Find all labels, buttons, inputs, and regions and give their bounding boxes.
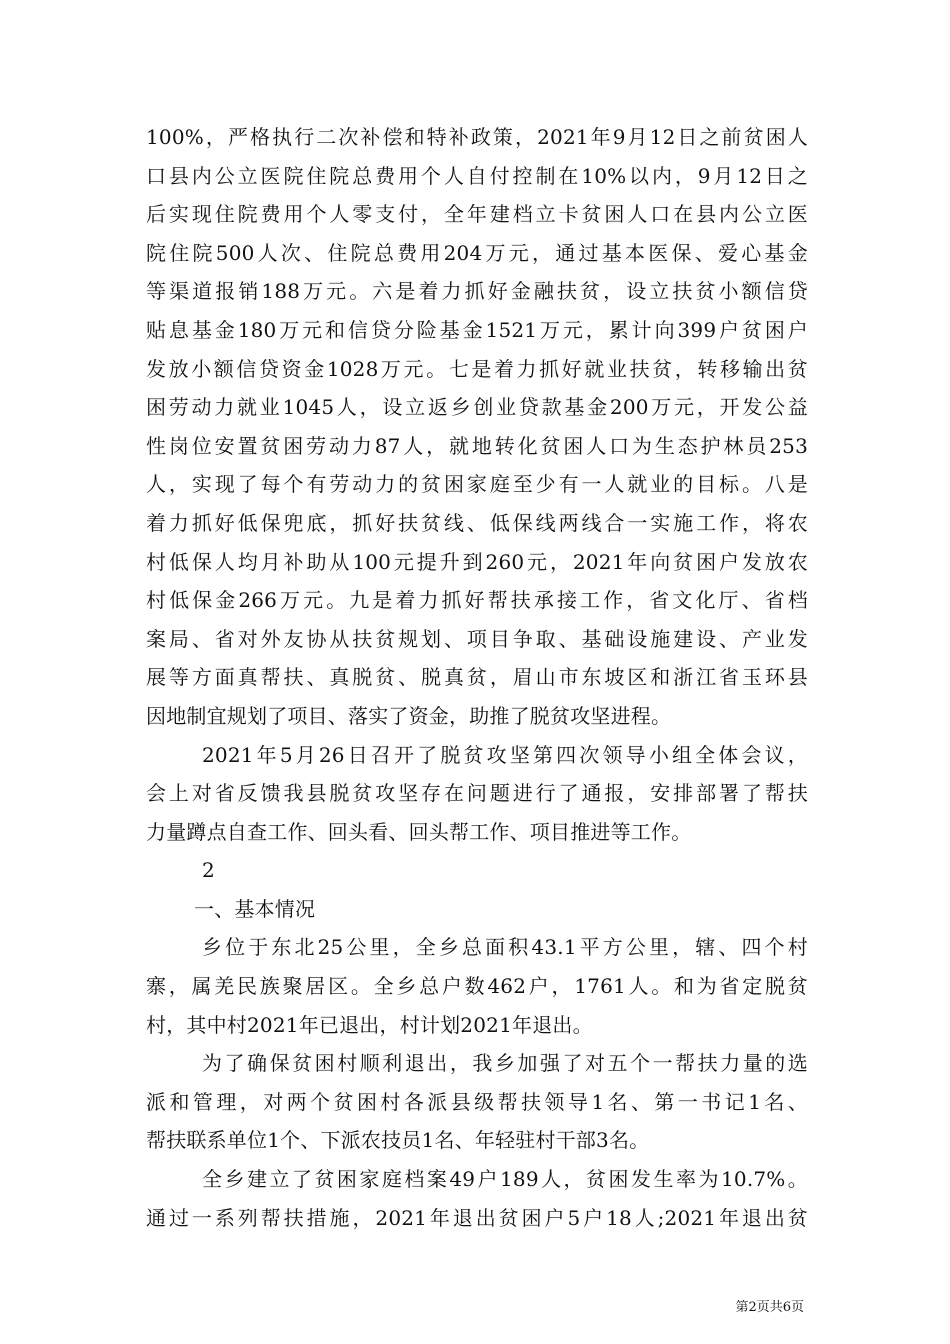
text-line: 为了确保贫困村顺利退出，我乡加强了对五个一帮扶力量的选	[202, 1051, 808, 1076]
text-line: 后实现住院费用个人零支付，全年建档立卡贫困人口在县内公立医	[146, 202, 808, 227]
text-line: 2021年5月26日召开了脱贫攻坚第四次领导小组全体会议，	[202, 742, 808, 767]
text-line: 力量蹲点自查工作、回头看、回头帮工作、项目推进等工作。	[146, 819, 692, 844]
text-line: 村低保人均月补助从100元提升到260元，2021年向贫困户发放农	[146, 549, 808, 574]
text-line: 贴息基金180万元和信贷分险基金1521万元，累计向399户贫困户	[146, 317, 808, 342]
document-body	[146, 118, 808, 1237]
text-line: 性岗位安置贫困劳动力87人，就地转化贫困人口为生态护林员253	[146, 433, 808, 458]
text-line: 展等方面真帮扶、真脱贫、脱真贫，眉山市东坡区和浙江省玉环县	[146, 665, 808, 690]
text-line: 帮扶联系单位1个、下派农技员1名、年轻驻村干部3名。	[146, 1128, 650, 1153]
text-line: 着力抓好低保兜底，抓好扶贫线、低保线两线合一实施工作，将农	[146, 510, 808, 535]
text-line: 人，实现了每个有劳动力的贫困家庭至少有一人就业的目标。八是	[146, 472, 808, 497]
text-line: 等渠道报销188万元。六是着力抓好金融扶贫，设立扶贫小额信贷	[146, 279, 808, 304]
text-line: 乡位于东北25公里，全乡总面积43.1平方公里，辖、四个村	[202, 935, 808, 960]
text-line: 会上对省反馈我县脱贫攻坚存在问题进行了通报，安排部署了帮扶	[146, 781, 808, 806]
text-line: 寨，属羌民族聚居区。全乡总户数462户，1761人。和为省定脱贫	[146, 974, 808, 999]
text-line: 院住院500人次、住院总费用204万元，通过基本医保、爱心基金	[146, 240, 808, 265]
text-line: 案局、省对外友协从扶贫规划、项目争取、基础设施建设、产业发	[146, 626, 808, 651]
text-line: 困劳动力就业1045人，设立返乡创业贷款基金200万元，开发公益	[146, 395, 808, 420]
text-line: 派和管理，对两个贫困村各派县级帮扶领导1名、第一书记1名、	[146, 1089, 808, 1114]
text-line: 发放小额信贷资金1028万元。七是着力抓好就业扶贫，转移输出贫	[146, 356, 808, 381]
inline-page-number: 2	[202, 858, 215, 883]
page-indicator: 第2页共6页	[735, 1300, 804, 1315]
text-line: 100%，严格执行二次补偿和特补政策，2021年9月12日之前贫困人	[146, 125, 808, 149]
text-line: 村低保金266万元。九是着力抓好帮扶承接工作，省文化厅、省档	[146, 588, 808, 613]
text-line: 村，其中村2021年已退出，村计划2021年退出。	[146, 1012, 593, 1037]
section-heading: 一、基本情况	[194, 896, 316, 921]
text-line: 通过一系列帮扶措施，2021年退出贫困户5户18人;2021年退出贫	[146, 1205, 808, 1230]
text-line: 因地制宜规划了项目、落实了资金，助推了脱贫攻坚进程。	[146, 703, 672, 728]
text-line: 全乡建立了贫困家庭档案49户189人，贫困发生率为10.7%。	[202, 1167, 808, 1192]
text-line: 口县内公立医院住院总费用个人自付控制在10%以内，9月12日之	[146, 163, 808, 188]
